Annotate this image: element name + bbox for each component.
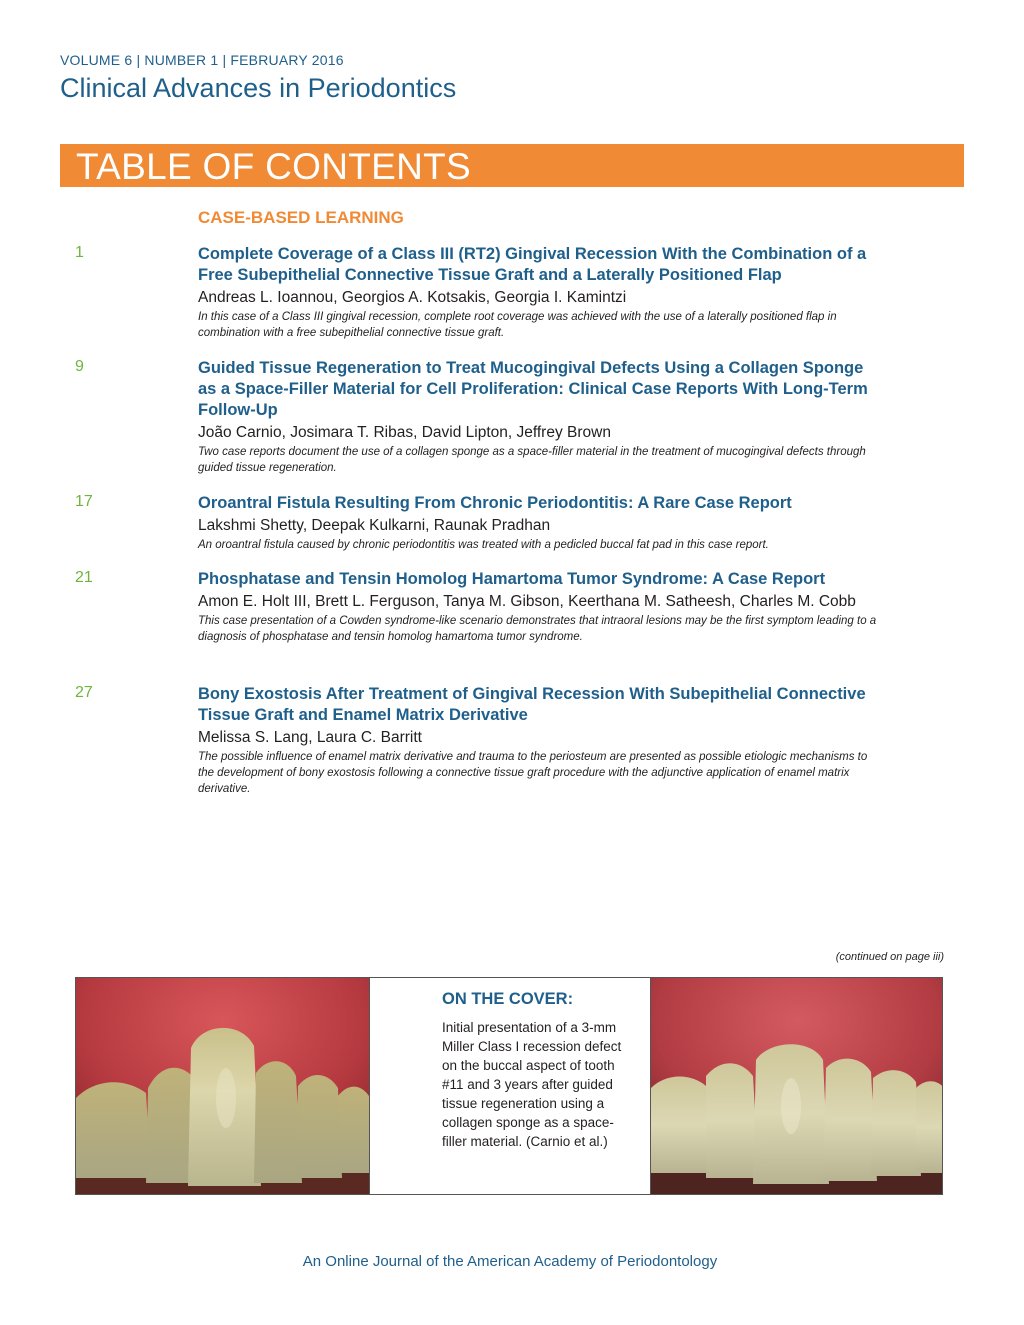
article-summary: An oroantral fistula caused by chronic periodontitis was treated with a pedicled buccal fat pad in this case report.	[198, 539, 769, 551]
continued-note: (continued on page iii)	[835, 951, 944, 963]
cover-panel	[75, 977, 943, 1195]
cover-heading: ON THE COVER:	[442, 990, 574, 1008]
cover-caption: Initial presentation of a 3-mm Miller Class I recession defect on the buccal aspect of tooth #11 and 3 years after guided tissue regeneration using a collagen sponge as a space-filler material. (Carnio et al.)	[442, 1020, 622, 1149]
footer-journal-line: An Online Journal of the American Academy of Periodontology	[302, 1253, 718, 1270]
article-title[interactable]: Phosphatase and Tensin Homolog Hamartoma Tumor Syndrome: A Case Report	[198, 570, 826, 588]
article-title[interactable]: Bony Exostosis After Treatment of Gingival Recession With Subepithelial Connective Tissue Graft and Enamel Matrix Derivative	[198, 685, 866, 724]
toc-banner	[60, 144, 964, 187]
article-page-number: 9	[75, 358, 84, 375]
cover-text-panel	[369, 978, 651, 1194]
article-authors: Andreas L. Ioannou, Georgios A. Kotsakis, Georgia I. Kamintzi	[198, 289, 627, 306]
issue-line: VOLUME 6 | NUMBER 1 | FEBRUARY 2016	[60, 52, 344, 68]
section-heading: CASE-BASED LEARNING	[198, 208, 404, 227]
article-title[interactable]: Oroantral Fistula Resulting From Chronic Periodontitis: A Rare Case Report	[198, 494, 792, 512]
article-page-number: 27	[75, 684, 93, 701]
article-page-number: 1	[75, 244, 84, 261]
cover-photo-after	[651, 978, 943, 1194]
article-summary: Two case reports document the use of a collagen sponge as a space-filler material in the treatment of mucogingival defects through guided tissue regeneration.	[198, 446, 866, 474]
journal-title: Clinical Advances in Periodontics	[60, 73, 457, 103]
toc-banner-title: TABLE OF CONTENTS	[76, 146, 472, 187]
article-authors: João Carnio, Josimara T. Ribas, David Lipton, Jeffrey Brown	[198, 424, 611, 441]
article-page-number: 21	[75, 569, 93, 586]
article-summary: This case presentation of a Cowden syndrome-like scenario demonstrates that intraoral lesions may be the first symptom leading to a diagnosis of phosphatase and tensin homolog hamartoma tumor syndrome.	[198, 615, 877, 643]
article-authors: Amon E. Holt III, Brett L. Ferguson, Tanya M. Gibson, Keerthana M. Satheesh, Charles M. Cobb	[198, 593, 856, 610]
article-authors: Melissa S. Lang, Laura C. Barritt	[198, 729, 422, 746]
article-title[interactable]: Guided Tissue Regeneration to Treat Mucogingival Defects Using a Collagen Sponge as a Space-Filler Material for Cell Proliferation: Clinical Case Reports With Long-Term Follow-Up	[198, 359, 868, 419]
article-authors: Lakshmi Shetty, Deepak Kulkarni, Raunak Pradhan	[198, 517, 551, 534]
cover-photo-before	[76, 978, 369, 1194]
article-summary: In this case of a Class III gingival recession, complete root coverage was achieved with the use of a laterally positioned flap in combination with a free subepithelial connective tissue graft.	[198, 311, 837, 339]
article-page-number: 17	[75, 493, 93, 510]
article-title[interactable]: Complete Coverage of a Class III (RT2) Gingival Recession With the Combination of a Free Subepithelial Connective Tissue Graft and a Laterally Positioned Flap	[198, 245, 867, 284]
article-summary: The possible influence of enamel matrix derivative and trauma to the periosteum are presented as possible etiologic mechanisms to the development of bony exostosis following a connective tissue graft procedure with the adjunctive application of enamel matrix derivative.	[198, 751, 868, 795]
